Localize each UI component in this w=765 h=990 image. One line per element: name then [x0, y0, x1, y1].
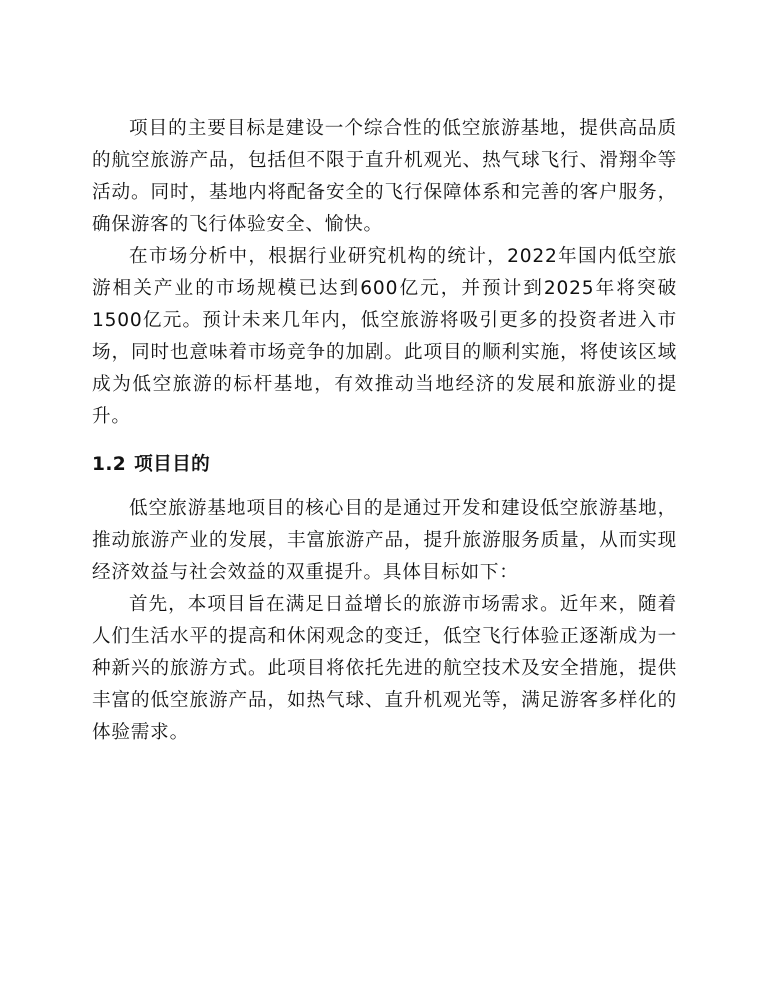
section-heading: [92, 449, 677, 481]
document-page: [92, 113, 677, 749]
paragraph-core-purpose: 低空旅游基地项目的核心目的是通过开发和建设低空旅游基地，推动旅游产业的发展，丰富旅游产品，提升旅游服务质量，从而实现经济效益与社会效益的双重提升。具体目标如下：: [92, 498, 677, 583]
paragraph-market-demand: 首先，本项目旨在满足日益增长的旅游市场需求。近年来，随着人们生活水平的提高和休闲观念的变迁，低空飞行体验正逐渐成为一种新兴的旅游方式。此项目将依托先进的航空技术及安全措施，提供丰富的低空旅游产品，如热气球、直升机观光等，满足游客多样化的体验需求。: [92, 594, 677, 743]
paragraph-project-goal: 项目的主要目标是建设一个综合性的低空旅游基地，提供高品质的航空旅游产品，包括但不限于直升机观光、热气球飞行、滑翔伞等活动。同时，基地内将配备安全的飞行保障体系和完善的客户服务，确保游客的飞行体验安全、愉快。: [92, 118, 677, 235]
section-number: 1.2: [92, 454, 127, 475]
paragraph-market-analysis: 在市场分析中，根据行业研究机构的统计，2022年国内低空旅游相关产业的市场规模已达到600亿元，并预计到2025年将突破1500亿元。预计未来几年内，低空旅游将吸引更多的投资者进入市场，同时也意味着市场竞争的加剧。此项目的顺利实施，将使该区域成为低空旅游的标杆基地，有效推动当地经济的发展和旅游业的提升。: [92, 246, 677, 427]
section-title: 项目目的: [134, 454, 211, 475]
